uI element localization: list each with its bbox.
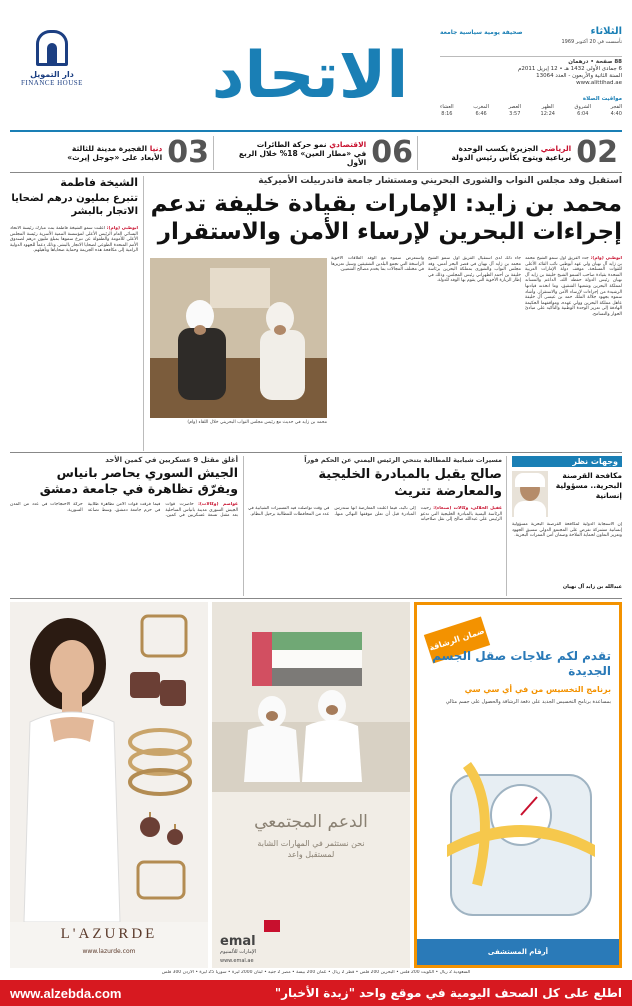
clinic-sub: برنامج التخسيس من في أي سي سي: [464, 685, 611, 694]
issue-day: الثلاثاء: [590, 26, 622, 37]
yemen-dateline: عقيل الحلالي، وكالات (صنعاء):: [433, 506, 502, 511]
teaser-title: نمو حركة الطائرات: [256, 139, 327, 149]
teaser-economy[interactable]: [214, 136, 418, 170]
syria-body: حاصرت قوات الجيش السوري مدينة بانياس الساحلية بعد مقتل تسعة عسكريين في كمين، فيما فرقت قوات الأمن تظاهرة طلابية في حرم جامعة دمشق، وسط تصاعد حركة الاحتجاجات في عدد من المدن السورية.: [10, 502, 238, 519]
teaser-donia[interactable]: [10, 136, 214, 170]
teaser-page-number: 02: [576, 135, 618, 170]
main-story-photo: [150, 258, 327, 418]
side-story-kicker: الشيخة فاطمة: [60, 176, 138, 189]
side-story-headline: تتبرع بمليون درهم لضحايا الاتجار بالبشر: [11, 193, 138, 217]
teaser-section: الرياضي: [540, 144, 572, 153]
teaser-sub: الأبعاد على «جوجل إيرث»: [67, 153, 163, 162]
yemen-kicker: مسيرات شبابية للمطالبة بتنحي الرئيس اليمني عن الحكم فوراً: [304, 456, 502, 464]
teaser-title: الفجيرة مدينة للثالثة: [71, 144, 148, 153]
yemen-headline: صالح يقبل بالمبادرة الخليجية والمعارضة تتريث: [318, 467, 502, 499]
finance-house-english: FINANCE HOUSE: [21, 79, 83, 87]
issue-tagline: صحيفة يومية سياسية جامعة: [440, 29, 523, 36]
clinic-title: تقدم لكم علاجات صقل الجسم الجديدة: [432, 649, 611, 678]
syria-headline-1: الجيش السوري يحاصر بانياس: [56, 465, 238, 480]
opinion-author: عبدالله بن زايد آل نهيان: [562, 584, 622, 590]
yemen-body: رحبت الرئاسة اليمنية بالمبادرة الخليجية التي تدعو الرئيس علي عبدالله صالح إلى نقل صلاحياته إلى نائبه، فيما أعلنت المعارضة أنها ستدرس المبادرة قبل أن تعلن موقفها النهائي منها، في وقت تواصلت فيه المسيرات الشبابية في عدد من المحافظات للمطالبة برحيل النظام.: [248, 506, 502, 523]
teaser-page-number: 03: [167, 135, 209, 170]
masthead-divider: [10, 130, 622, 132]
jewelry-brand: L'AZURDE: [60, 926, 158, 942]
issue-pages: 88 صفحة • درهمان: [568, 59, 622, 65]
scale-measuring-tape-icon: [437, 745, 605, 925]
main-story-body-3: جاء ذلك لدى استقبال الفريق أول سمو الشيخ محمد بن زايد آل نهيان في قصر البحر أمس، وفد مجلس النواب والشورى بمملكة البحرين برئاسة خليفة بن أحمد الظهراني رئيس المجلس، وذلك في إطار الزيارة الأخوية التي يقوم بها الوفد للدولة.: [428, 256, 521, 284]
jewelry-site[interactable]: www.lazurde.com: [82, 948, 136, 955]
teaser-sports[interactable]: [418, 136, 622, 170]
teaser-sub: في «مطار العين» 18% خلال الربع الأول: [238, 148, 367, 167]
teaser-page-number: 06: [371, 135, 413, 170]
issue-founded: تأسست في 20 أكتوبر 1969: [561, 39, 622, 45]
main-story-headline[interactable]: [150, 190, 622, 246]
main-headline-line-1: محمد بن زايد: الإمارات بقيادة خليفة تدعم: [150, 191, 622, 217]
opinion-headline: مكافحة القرصنة البحرية.. مسؤولية إنسانية: [555, 471, 622, 500]
prayer-cell: الظهر 12:24: [540, 104, 555, 117]
syria-kicker: أغلق مقتل 9 عسكريين في كمين الأحد: [105, 456, 238, 464]
main-story-kicker: استقبل وفد مجلس النواب والشورى البحريني ومستشار جامعة فاندربيلت الأميركية: [258, 176, 622, 186]
meeting-photo-icon: [150, 258, 327, 418]
clinic-badge: ضمان الرشاقة: [424, 616, 490, 663]
emal-ad[interactable]: [212, 602, 410, 968]
prices-strip: السعودية 2 ريال • الكويت 200 فلس • البحرين 200 فلس • قطر 2 ريال • عُمان 200 بيسة • مصر 2 جنيه • لبنان 2000 ليرة • سوريا 25 ليرة • الأردن 300 فلس: [161, 970, 471, 975]
students-photo-icon: [212, 602, 410, 792]
prayer-cell: العشاء 8:16: [440, 104, 454, 117]
social-support-sub: نحن نستثمر في المهارات الشابة لمستقبل واعد: [257, 839, 365, 859]
main-story-col-1: [525, 256, 622, 436]
main-story-body-4: واستعرض سموه مع الوفد العلاقات الأخوية الراسخة التي تجمع البلدين الشقيقين وسبل تعزيزها في مختلف المجالات بما يخدم مصالح الشعبين.: [331, 256, 424, 273]
side-story-dateline: أبوظبي (وام):: [106, 226, 138, 231]
jewelry-model-icon: [10, 602, 208, 922]
prayer-cell: العصر 3:57: [508, 104, 521, 117]
website-link[interactable]: www.alittihad.ae: [576, 80, 622, 86]
issue-date: 6 جمادى الأولى 1432 هـ • 12 إبريل 2011م: [517, 66, 622, 72]
clinic-ad[interactable]: [414, 602, 622, 968]
masthead: [0, 0, 632, 130]
opinion-box[interactable]: [512, 456, 622, 596]
prayer-times: [440, 96, 622, 122]
emal-logo-icon: [264, 920, 280, 932]
bottom-banner[interactable]: [0, 980, 632, 1006]
teaser-section: دنيا: [149, 144, 163, 153]
syria-headline-2: ويفرّق تظاهرة في جامعة دمشق: [39, 481, 238, 496]
emal-name: emal: [220, 934, 256, 949]
teaser-section: الاقتصادي: [329, 139, 367, 149]
teaser-title: الجزيرة يكسب الوحدة: [458, 144, 539, 153]
newspaper-logo: [185, 38, 435, 114]
prayer-cell: الشروق 6:04: [574, 104, 591, 117]
social-support-title: الدعم المجتمعي: [254, 812, 368, 832]
yemen-story[interactable]: [248, 456, 502, 596]
issue-number: السنة الثانية والأربعون - العدد 13064: [536, 73, 622, 79]
prayer-cell: المغرب 6:46: [473, 104, 489, 117]
main-story-dateline: أبوظبي (وام):: [590, 256, 622, 261]
finance-house-ad[interactable]: [12, 30, 92, 102]
newspaper-title: الاتحاد: [211, 39, 409, 113]
side-story[interactable]: [10, 176, 138, 451]
prayer-cell: الفجر 4:40: [610, 104, 622, 117]
main-story-body-1: جدد الفريق أول سمو الشيخ محمد بن زايد آل نهيان ولي عهد أبوظبي نائب القائد الأعلى للقوات المسلحة، موقف دولة الإمارات العربية المتحدة بقيادة صاحب السمو الشيخ خليفة بن زايد آل نهيان رئيس الدولة حفظه الله، الداعم والمساند لمملكة البحرين وشعبها الشقيق، وما اتخذته قيادتها الرشيدة من إجراءات لإرساء الأمن والاستقرار.: [525, 256, 622, 295]
main-story-caption: محمد بن زايد في حديث مع رئيس مجلس النواب البحريني خلال اللقاء (وام): [187, 420, 327, 425]
teaser-bar: [10, 136, 622, 170]
banner-text: اطلع على كل الصحف اليومية في موقع واحد "زبدة الأخبار": [274, 986, 622, 1000]
main-story-col-2: [428, 256, 521, 436]
clinic-footer: أرقام المستشفى: [417, 939, 619, 965]
main-story-col-3: [331, 256, 424, 436]
opinion-author-avatar: [512, 471, 548, 517]
opinion-body: إن الاستجابة الدولية لمكافحة القرصنة البحرية مسؤولية إنسانية مشتركة تفرض على المجتمع الدولي تنسيق الجهود وتعزيز التعاون لحماية الملاحة وضمان أمن الممرات البحرية.: [512, 522, 622, 539]
emal-logo: [220, 920, 280, 960]
jewelry-ad[interactable]: [10, 602, 208, 968]
main-headline-line-2: إجراءات البحرين لإرساء الأمن والاستقرار: [157, 219, 622, 245]
issue-info: [440, 26, 622, 96]
emal-arabic: الإمارات للألمنيوم: [220, 949, 257, 955]
finance-house-logo-icon: [36, 30, 68, 66]
main-story-body-2: وأشاد سموه بجهود جلالة الملك حمد بن عيسى آل خليفة عاهل مملكة البحرين وولي عهده، ومواقفهما الحكيمة الهادفة إلى تعزيز الوحدة الوطنية والتأكيد على مبادئ الحوار والتسامح.: [525, 289, 622, 317]
syria-dateline: عواصم (وكالات):: [198, 502, 238, 507]
syria-story[interactable]: [10, 456, 238, 596]
prayer-title: مواقيت الصلاة: [582, 96, 622, 102]
teaser-sub: برباعية ويتوج بكأس رئيس الدولة: [451, 153, 572, 162]
finance-house-arabic: دار التمويل: [30, 70, 74, 79]
banner-site[interactable]: www.alzebda.com: [10, 985, 122, 1001]
opinion-section-title: وجهات نظر: [512, 456, 622, 467]
emal-site[interactable]: www.emal.ae: [220, 958, 254, 964]
clinic-note: بمساعدة برنامج التخسيس الجديد على دفعة الرشاقة والحصول على جسم مثالي: [445, 699, 611, 705]
side-story-body: أعلنت سمو الشيخة فاطمة بنت مبارك رئيسة الاتحاد النسائي العام الرئيس الأعلى لمؤسسة التنمية الأسرية رئيسة المجلس الأعلى للأمومة والطفولة عن تبرع سموها بمبلغ مليون درهم لصندوق الأمم المتحدة الطوعي لضحايا الاتجار بالبشر، وذلك دعماً للجهود الدولية الرامية إلى مكافحة هذه الجريمة وحماية ضحاياها وتأهيلهم.: [10, 226, 138, 254]
